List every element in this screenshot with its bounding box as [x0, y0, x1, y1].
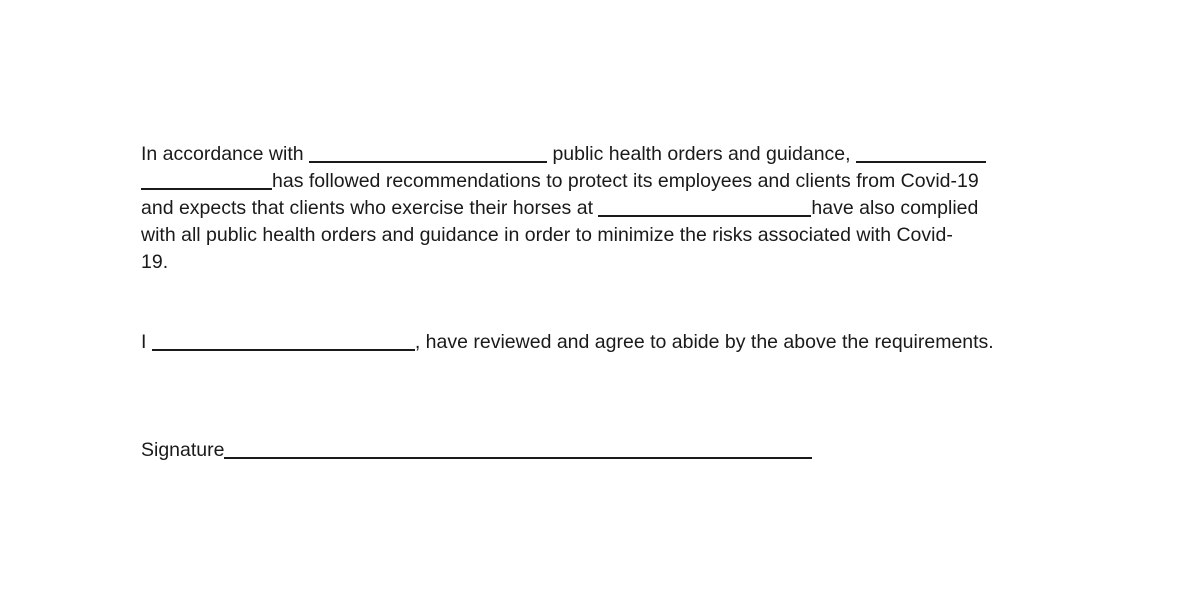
agreement-text: and expects that clients who exercise their horses at: [141, 197, 593, 219]
agreement-text: has followed recommendations to protect its employees and clients from Covid-19: [272, 170, 979, 192]
agreement-line-3: [141, 195, 1071, 222]
agreement-text: In accordance with: [141, 143, 304, 165]
agreement-line-2: [141, 168, 1071, 195]
client-name-blank[interactable]: [152, 331, 415, 351]
signature-label: Signature: [141, 439, 225, 461]
agreement-paragraph: [141, 141, 1071, 276]
signature-line: [141, 437, 812, 464]
facility-name-blank-start[interactable]: [856, 143, 986, 163]
acknowledgement-line: [141, 329, 994, 356]
acknowledgement-suffix: , have reviewed and agree to abide by the above the requirements.: [414, 331, 994, 353]
agreement-text: have also complied: [811, 197, 979, 219]
acknowledgement-prefix: I: [141, 331, 147, 353]
facility-name-blank-end[interactable]: [141, 170, 272, 190]
agreement-line-1: [141, 141, 1071, 168]
signature-blank[interactable]: [224, 439, 812, 459]
agreement-line-4: with all public health orders and guidance in order to minimize the risks associated with Covid-: [141, 224, 953, 246]
agreement-text: public health orders and guidance,: [552, 143, 851, 165]
jurisdiction-blank[interactable]: [309, 143, 547, 163]
agreement-line-5: 19.: [141, 251, 169, 273]
location-blank[interactable]: [598, 197, 811, 217]
